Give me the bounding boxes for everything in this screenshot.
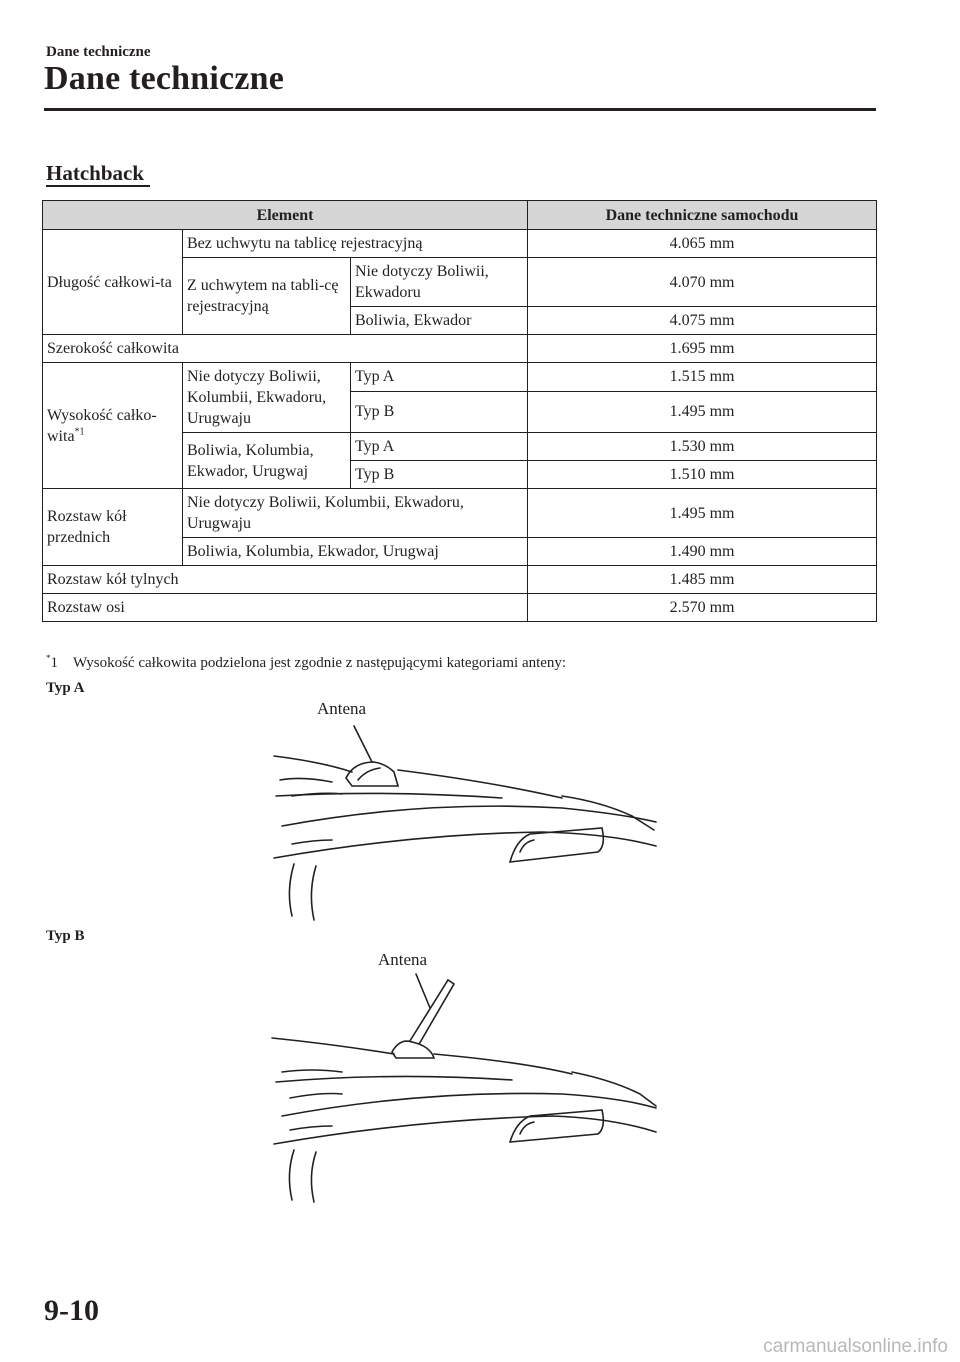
height-label-cell bbox=[43, 363, 183, 489]
chapter-rule bbox=[44, 108, 876, 111]
front-track-a-label: Nie dotyczy Boliwii, Kolumbii, Ekwadoru, Urugwaju bbox=[183, 489, 528, 538]
footnote bbox=[46, 655, 566, 672]
front-track-b-label: Boliwia, Kolumbia, Ekwador, Urugwaj bbox=[183, 538, 528, 566]
front-track-label: Rozstaw kół przednich bbox=[43, 489, 183, 566]
spec-table bbox=[42, 200, 877, 622]
height-group2-a-value: 1.530 mm bbox=[528, 433, 877, 461]
front-track-b-value: 1.490 mm bbox=[528, 538, 877, 566]
width-value: 1.695 mm bbox=[528, 335, 877, 363]
wheelbase-value: 2.570 mm bbox=[528, 594, 877, 622]
table-row bbox=[43, 489, 877, 538]
antenna-callout-b: Antena bbox=[378, 950, 428, 969]
height-group1-b-label: Typ B bbox=[351, 391, 528, 432]
page-number: 9-10 bbox=[44, 1294, 99, 1327]
width-label: Szerokość całkowita bbox=[43, 335, 528, 363]
height-group2-a-label: Typ A bbox=[351, 433, 528, 461]
table-header-row bbox=[43, 201, 877, 230]
height-label: Wysokość całko-wita bbox=[47, 406, 157, 445]
length-row1-label: Bez uchwytu na tablicę rejestracyjną bbox=[183, 230, 528, 258]
table-row bbox=[43, 230, 877, 258]
chapter-title: Dane techniczne bbox=[44, 60, 285, 97]
length-group2-label: Z uchwytem na tabli-cę rejestracyjną bbox=[183, 258, 351, 335]
height-group1-a-value: 1.515 mm bbox=[528, 363, 877, 392]
watermark: carmanualsonline.info bbox=[763, 1336, 948, 1357]
table-row bbox=[43, 594, 877, 622]
footnote-number: 1 bbox=[50, 655, 58, 671]
height-group1-b-value: 1.495 mm bbox=[528, 391, 877, 432]
height-group1-a-label: Typ A bbox=[351, 363, 528, 392]
rear-track-value: 1.485 mm bbox=[528, 566, 877, 594]
height-group1-label: Nie dotyczy Boliwii, Kolumbii, Ekwadoru, Urugwaju bbox=[183, 363, 351, 433]
running-head: Dane techniczne bbox=[46, 44, 151, 60]
table-row bbox=[43, 566, 877, 594]
figure-type-a bbox=[262, 696, 672, 926]
height-group2-b-value: 1.510 mm bbox=[528, 461, 877, 489]
antenna-callout-a: Antena bbox=[317, 699, 367, 718]
section-title: Hatchback bbox=[46, 161, 145, 185]
length-group2-a-value: 4.070 mm bbox=[528, 258, 877, 307]
height-group2-b-label: Typ B bbox=[351, 461, 528, 489]
roof-illustration-b bbox=[262, 946, 672, 1206]
length-row1-value: 4.065 mm bbox=[528, 230, 877, 258]
front-track-a-value: 1.495 mm bbox=[528, 489, 877, 538]
length-group2-b-value: 4.075 mm bbox=[528, 307, 877, 335]
rear-track-label: Rozstaw kół tylnych bbox=[43, 566, 528, 594]
figure-type-b bbox=[262, 946, 672, 1206]
table-row bbox=[43, 363, 877, 392]
roof-illustration-a bbox=[262, 696, 672, 926]
length-group2-b-label: Boliwia, Ekwador bbox=[351, 307, 528, 335]
wheelbase-label: Rozstaw osi bbox=[43, 594, 528, 622]
header-specs: Dane techniczne samochodu bbox=[528, 201, 877, 230]
type-a-label: Typ A bbox=[46, 680, 85, 696]
height-footnote-mark: *1 bbox=[74, 426, 85, 438]
section-underline bbox=[46, 185, 150, 187]
height-group2-label: Boliwia, Kolumbia, Ekwador, Urugwaj bbox=[183, 433, 351, 489]
header-element: Element bbox=[43, 201, 528, 230]
footnote-mark: * bbox=[46, 653, 51, 663]
length-group2-a-label: Nie dotyczy Boliwii, Ekwadoru bbox=[351, 258, 528, 307]
type-b-label: Typ B bbox=[46, 928, 85, 944]
table-row bbox=[43, 335, 877, 363]
footnote-text: Wysokość całkowita podzielona jest zgodnie z następującymi kategoriami anteny: bbox=[73, 655, 567, 671]
length-label: Długość całkowi-ta bbox=[43, 230, 183, 335]
